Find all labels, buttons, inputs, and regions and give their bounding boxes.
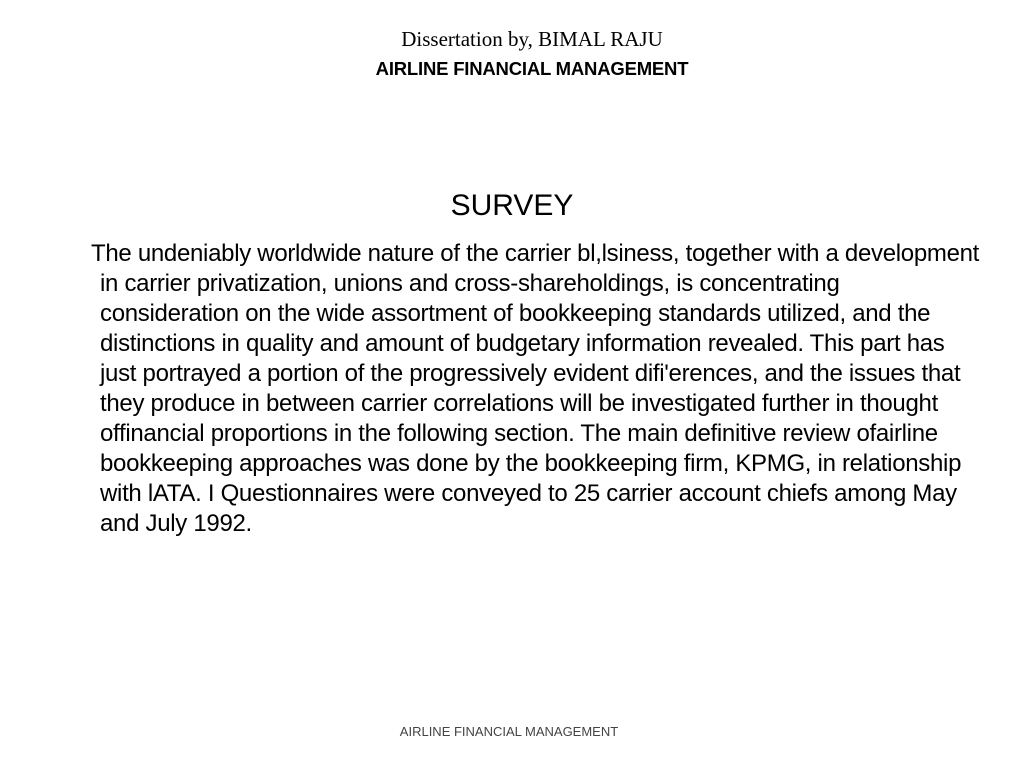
section-heading-text: SURVEY xyxy=(450,189,574,222)
body-paragraph: The undeniably worldwide nature of the carrier bl,lsiness, together with a development in carrier privatization, unions and cross-shareholdings, is concentrating consideration on the wide assortment of bookkeeping standards utilized, and the distinctions in quality and amount of budgetary information revealed. This part has just portrayed a portion of the progressively evident difi'erences, and the issues that they produce in between carrier correlations will be investigated further in thought offinancial proportions in the following section. The main definitive review ofairline bookkeeping approaches was done by the bookkeeping firm, KPMG, in relationship with lATA. I Questionnaires were conveyed to 25 carrier account chiefs among May and July 1992. xyxy=(91,240,980,537)
slide-header xyxy=(0,24,1024,84)
slide-footer: AIRLINE FINANCIAL MANAGEMENT xyxy=(399,724,619,739)
document-title: AIRLINE FINANCIAL MANAGEMENT xyxy=(375,58,689,79)
author-line: Dissertation by, BIMAL RAJU xyxy=(401,27,663,51)
section-heading xyxy=(0,186,1024,226)
